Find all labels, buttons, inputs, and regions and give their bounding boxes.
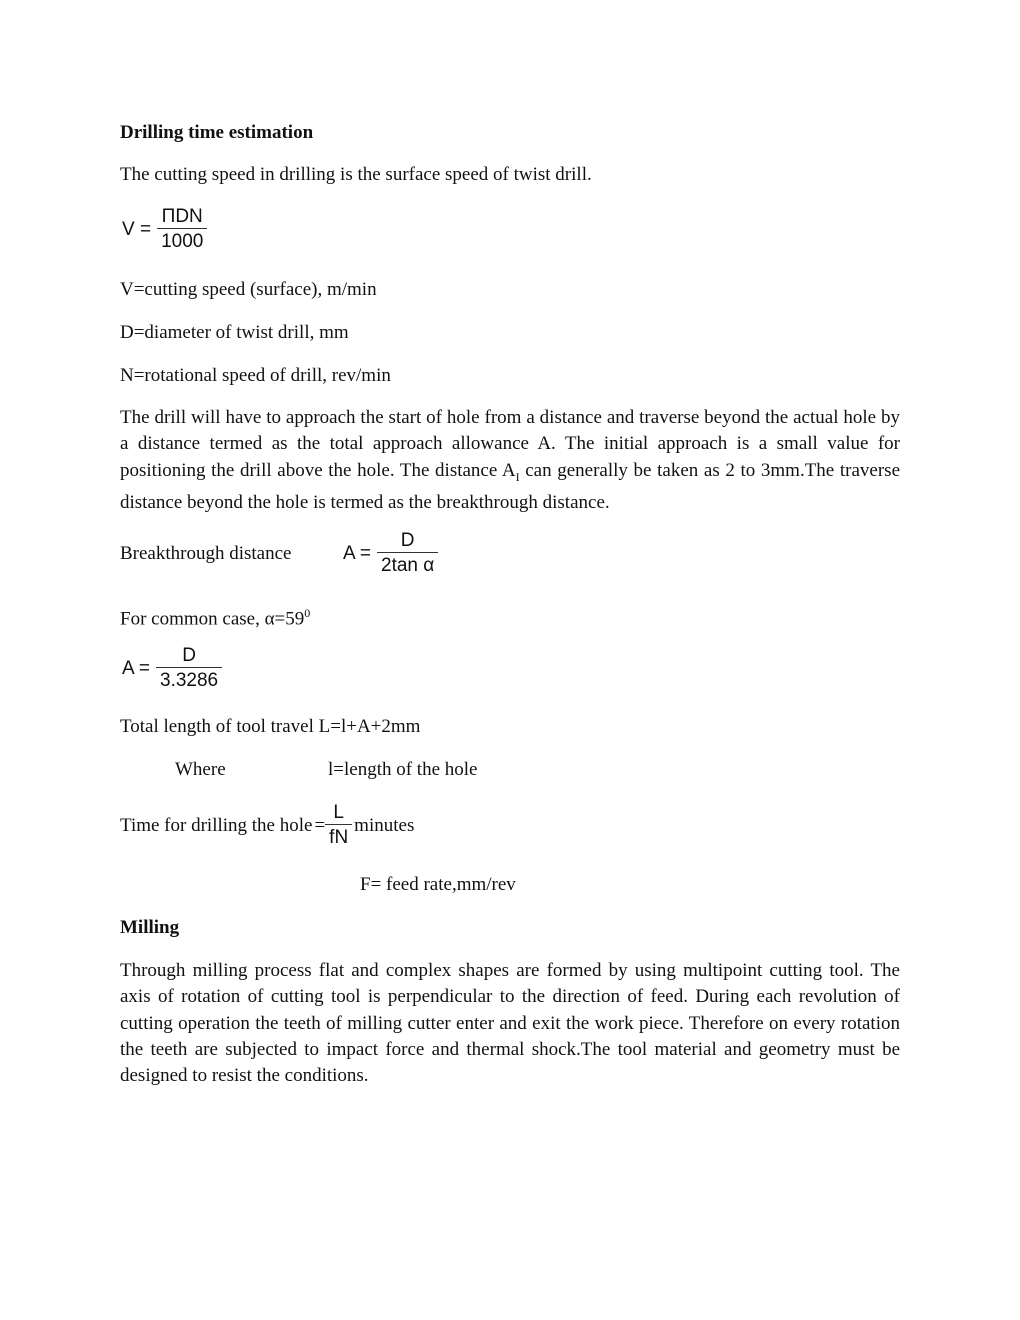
common-case-text bbox=[120, 602, 310, 630]
eq-lhs: A = bbox=[122, 657, 150, 679]
eq-denominator: 3.3286 bbox=[156, 667, 222, 692]
eq-denominator: fN bbox=[325, 824, 352, 849]
equation-cutting-speed bbox=[122, 206, 207, 253]
where-label: Where bbox=[175, 759, 226, 780]
equation-time bbox=[120, 802, 414, 849]
text: The drill will have to approach the start of hole from a distance and traverse beyond the actual hole by a distance termed as the total approach allowance A. The initial approach is a small value for positioning the drill above the hole. The distance A bbox=[120, 407, 900, 481]
intro-text: The cutting speed in drilling is the surface speed of twist drill. bbox=[120, 164, 592, 185]
breakthrough-label: Breakthrough distance bbox=[120, 543, 292, 564]
heading-milling: Milling bbox=[120, 917, 180, 938]
eq-numerator: D bbox=[400, 530, 415, 551]
time-unit: minutes bbox=[354, 814, 415, 836]
equation-breakthrough bbox=[343, 530, 438, 577]
eq-numerator: ΠDN bbox=[161, 206, 203, 227]
superscript: 0 bbox=[304, 606, 311, 620]
eq-sign: = bbox=[314, 814, 326, 836]
where-text: l=length of the hole bbox=[328, 759, 478, 780]
heading-drilling: Drilling time estimation bbox=[120, 122, 314, 143]
eq-numerator: L bbox=[333, 802, 344, 823]
definition: N=rotational speed of drill, rev/min bbox=[120, 365, 391, 386]
eq-lhs: V = bbox=[122, 218, 152, 240]
paragraph-milling: Through milling process flat and complex shapes are formed by using multipoint cutting tool. The axis of rotation of cutting tool is perpendicular to the direction of feed. During each revolution of cutting operation the teeth of milling cutter enter and exit the work piece. Therefore on every rotation the teeth are subjected to impact force and thermal shock.The tool material and geometry must be designed to resist the conditions. bbox=[120, 960, 900, 1087]
equation-A bbox=[122, 645, 222, 692]
time-label: Time for drilling the hole bbox=[120, 814, 313, 836]
subscript: I bbox=[515, 469, 520, 484]
eq-denominator: 1000 bbox=[157, 228, 207, 253]
eq-denominator: 2tan α bbox=[377, 552, 438, 577]
total-length-text: Total length of tool travel L=l+A+2mm bbox=[120, 716, 421, 737]
text: can generally be taken as 2 to 3mm.The traverse distance beyond the hole is termed as the breakthrough distance. bbox=[120, 459, 900, 513]
text: For common case, α=59 bbox=[120, 608, 305, 630]
definition: D=diameter of twist drill, mm bbox=[120, 322, 349, 343]
definition: V=cutting speed (surface), m/min bbox=[120, 279, 377, 300]
eq-numerator: D bbox=[182, 645, 196, 666]
eq-lhs: A = bbox=[343, 542, 371, 564]
paragraph-approach bbox=[120, 405, 900, 516]
feed-rate-text: F= feed rate,mm/rev bbox=[360, 874, 516, 895]
